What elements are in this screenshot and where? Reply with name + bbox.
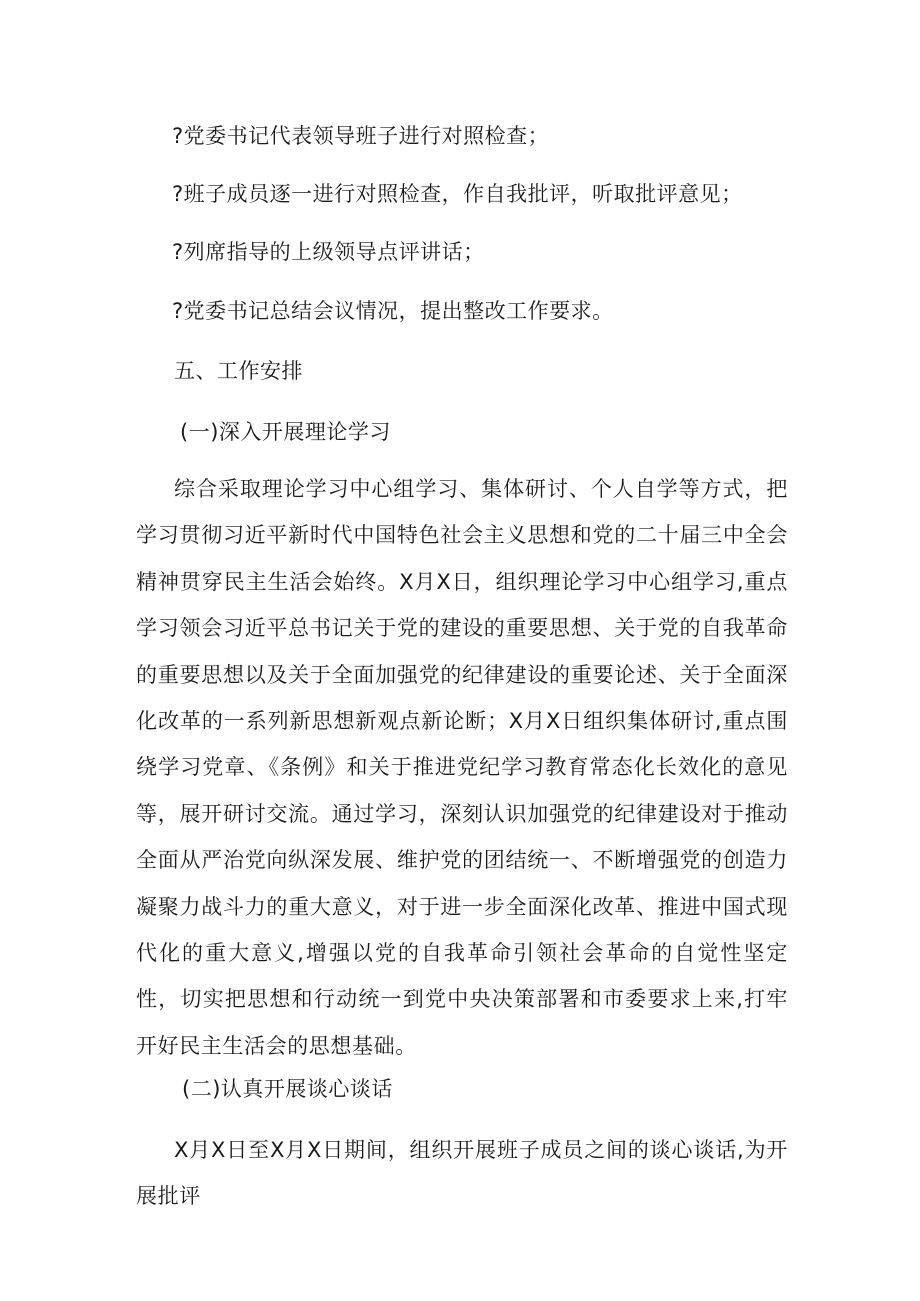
body-paragraph: X月X日至X月X日期间，组织开展班子成员之间的谈心谈话,为开展批评	[136, 1138, 788, 1209]
bullet-item: ?班子成员逐一进行对照检查，作自我批评，听取批评意见；	[172, 182, 743, 206]
bullet-item: ?党委书记代表领导班子进行对照检查；	[172, 124, 550, 148]
section-heading: 五、工作安排	[174, 359, 303, 383]
bullet-item: ?党委书记总结会议情况，提出整改工作要求。	[172, 299, 614, 323]
body-paragraph: 综合采取理论学习中心组学习、集体研讨、个人自学等方式，把学习贯彻习近平新时代中国特色社会主义思想和党的二十届三中全会精神贯穿民主生活会始终。X月X日，组织理论学习中心组学习,重点学习领会习近平总书记关于党的建设的重要思想、关于党的自我革命的重要思想以及关于全面加强党的纪律建设的重要论述、关于全面深化改革的一系列新思想新观点新论断；X月X日组织集体研讨,重点围绕学习党章、《条例》和关于推进党纪学习教育常态化长效化的意见等，展开研讨交流。通过学习，深刻认识加强党的纪律建设对于推动全面从严治党向纵深发展、维护党的团结统一、不断增强党的创造力凝聚力战斗力的重大意义，对于进一步全面深化改革、推进中国式现代化的重大意义,增强以党的自我革命引领社会革命的自觉性坚定性，切实把思想和行动统一到党中央决策部署和市委要求上来,打牢开好民主生活会的思想基础。	[136, 477, 788, 1058]
subsection-heading: (一)深入开展理论学习	[180, 420, 391, 444]
bullet-item: ?列席指导的上级领导点评讲话；	[172, 240, 485, 264]
subsection-heading: (二)认真开展谈心谈话	[182, 1077, 393, 1101]
